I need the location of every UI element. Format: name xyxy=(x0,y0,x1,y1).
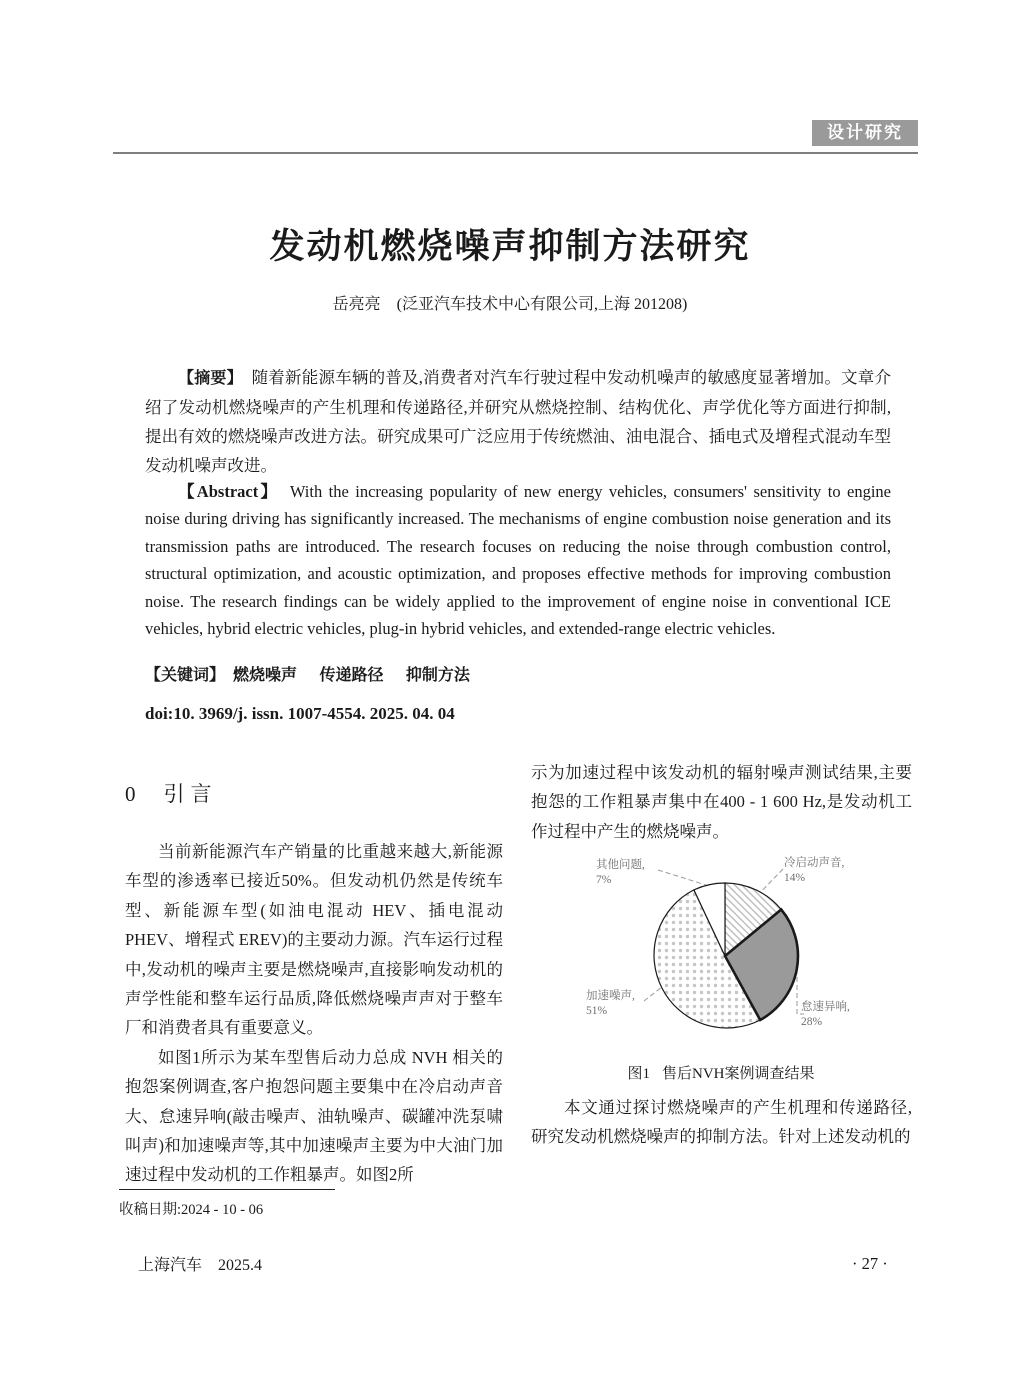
abstract-cn-text: 随着新能源车辆的普及,消费者对汽车行驶过程中发动机噪声的敏感度显著增加。文章介绍了发动机燃烧噪声的产生机理和传递路径,并研究从燃烧控制、结构优化、声学优化等方面进行抑制,提出有效的燃烧噪声改进方法。研究成果可广泛应用于传统燃油、油电混合、插电式及增程式混动车型发动机噪声改进。 xyxy=(145,367,891,475)
pie-label-accel: 加速噪声, 51% xyxy=(586,990,635,1017)
abstract-en-text: With the increasing popularity of new energy vehicles, consumers' sensitivity to engine noise during driving has significantly increased. The mechanisms of engine combustion noise generation and its transmission paths are introduced. The research focuses on reducing the noise through combustion control, structural optimization, and acoustic optimization, and proposes effective methods for improving combustion noise. The research findings can be widely applied to the improvement of engine noise in conventional ICE vehicles, hybrid electric vehicles, plug-in hybrid vehicles, and extended-range electric vehicles. xyxy=(145,481,891,639)
pie-label-idle: 怠速异响, 28% xyxy=(801,1001,850,1028)
pie-chart xyxy=(530,856,912,1052)
section-heading-intro xyxy=(125,778,218,808)
column-right-bottom xyxy=(531,1093,912,1152)
pie-label-cold-start: 冷启动声音, 14% xyxy=(784,857,845,884)
doi-line: doi:10. 3969/j. issn. 1007-4554. 2025. 04. 04 xyxy=(145,704,455,723)
paragraph: 本文通过探讨燃烧噪声的产生机理和传递路径,研究发动机燃烧噪声的抑制方法。针对上述发动机的 xyxy=(531,1098,912,1147)
keyword: 抑制方法 xyxy=(405,667,470,684)
paragraph: 如图1所示为某车型售后动力总成 NVH 相关的抱怨案例调查,客户抱怨问题主要集中在冷启动声音大、怠速异响(敲击噪声、油轨噪声、碳罐冲洗泵啸叫声)和加速噪声等,其中加速噪声主要为中大油门加速过程中发动机的工作粗暴声。如图2所 xyxy=(125,1047,503,1185)
section-number: 0 xyxy=(125,782,136,806)
paragraph: 当前新能源汽车产销量的比重越来越大,新能源车型的渗透率已接近50%。但发动机仍然是传统车型、新能源车型(如油电混动 HEV、插电混动 PHEV、增程式 EREV)的主要动力源。汽车运行过程中,发动机的噪声主要是燃烧噪声,直接影响发动机的声学性能和整车运行品质,降低燃烧噪声声对于整车厂和消费者具有重要意义。 xyxy=(125,842,503,1038)
figure-number: 图1 xyxy=(627,1066,650,1082)
paragraph: 示为加速过程中该发动机的辐射噪声测试结果,主要抱怨的工作粗暴声集中在400 - 1 600 Hz,是发动机工作过程中产生的燃烧噪声。 xyxy=(531,763,912,841)
keywords-line xyxy=(145,662,891,685)
paper-title: 发动机燃烧噪声抑制方法研究 xyxy=(269,227,751,266)
column-left xyxy=(125,837,503,1190)
section-title: 引言 xyxy=(163,782,218,806)
keywords-label: 【关键词】 xyxy=(145,667,218,684)
figure-1-caption xyxy=(530,1062,912,1083)
journal-name-issue: 上海汽车 2025.4 xyxy=(138,1257,263,1274)
keyword: 传递路径 xyxy=(319,667,384,684)
figure-1-pie-chart xyxy=(530,856,912,1052)
keyword: 燃烧噪声 xyxy=(233,667,298,684)
authors-line: 岳亮亮 (泛亚汽车技术中心有限公司,上海 201208) xyxy=(332,296,688,313)
footnote-rule xyxy=(119,1189,335,1190)
section-badge: 设计研究 xyxy=(812,120,918,146)
figure-caption-text: 售后NVH案例调查结果 xyxy=(662,1066,815,1082)
header-rule xyxy=(113,152,918,154)
column-right-top xyxy=(531,758,912,846)
received-date: 收稿日期:2024 - 10 - 06 xyxy=(119,1202,264,1218)
page-number: · 27 · xyxy=(852,1254,888,1273)
pie-slices xyxy=(654,883,798,1028)
abstract-en xyxy=(145,478,891,644)
abstract-cn xyxy=(145,363,891,480)
pie-label-other: 其他问题, 7% xyxy=(596,859,645,886)
abstract-en-label: 【Abstract】 xyxy=(178,481,272,501)
abstract-cn-label: 【摘要】 xyxy=(178,369,235,387)
